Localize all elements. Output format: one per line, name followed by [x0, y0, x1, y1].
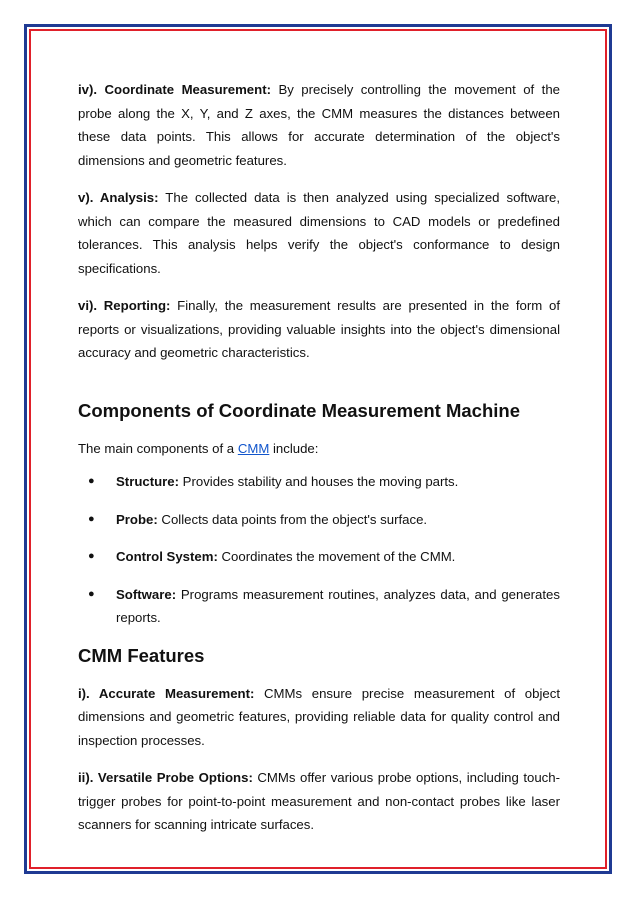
bullet-icon: ●	[88, 550, 95, 562]
step-analysis	[78, 186, 560, 280]
feature-text: CMMs offer various probe options, including touch-trigger probes for point-to-point measurement and non-contact probes like laser scanners for scanning intricate surfaces.	[78, 770, 560, 832]
step-label: iv). Coordinate Measurement:	[78, 82, 271, 97]
item-label: Control System:	[116, 549, 218, 564]
item-text: Collects data points from the object's surface.	[157, 511, 428, 527]
components-list	[78, 470, 560, 630]
intro-text-after: include:	[269, 440, 319, 456]
step-coordinate-measurement	[78, 78, 560, 172]
components-heading: Components of Coordinate Measurement Machine	[78, 399, 520, 421]
features-heading: CMM Features	[78, 644, 205, 666]
step-reporting	[78, 294, 560, 365]
intro-text-before: The main components of a	[78, 440, 238, 456]
item-text: Programs measurement routines, analyzes data, and generates reports.	[116, 586, 560, 625]
step-text: By precisely controlling the movement of the probe along the X, Y, and Z axes, the CMM measures the distances between these data points. This allows for accurate determination of the object's dimensions and geometric features.	[78, 82, 560, 168]
list-item	[78, 470, 560, 494]
item-text: Coordinates the movement of the CMM.	[217, 549, 456, 564]
feature-label: ii). Versatile Probe Options:	[78, 770, 253, 785]
item-label: Software:	[116, 586, 177, 602]
list-item	[78, 508, 560, 532]
item-text: Provides stability and houses the moving parts.	[179, 474, 459, 489]
document-body	[78, 78, 560, 851]
feature-accurate-measurement	[78, 682, 560, 753]
bullet-icon: ●	[88, 587, 95, 600]
bullet-icon: ●	[88, 475, 95, 487]
step-label: vi). Reporting:	[78, 298, 171, 313]
step-text: Finally, the measurement results are presented in the form of reports or visualizations, providing valuable insights into the object's dimensional accuracy and geometric characteristics.	[78, 298, 560, 360]
list-item	[78, 583, 560, 630]
feature-text: CMMs ensure precise measurement of object dimensions and geometric features, providing reliable data for quality control and inspection processes.	[78, 685, 560, 748]
bullet-icon: ●	[88, 512, 95, 525]
cmm-link[interactable]: CMM	[237, 440, 270, 456]
item-label: Structure:	[116, 474, 180, 489]
item-label: Probe:	[116, 511, 158, 527]
list-item	[78, 545, 560, 569]
components-intro	[78, 437, 560, 461]
step-label: v). Analysis:	[78, 190, 159, 205]
feature-label: i). Accurate Measurement:	[78, 685, 255, 701]
feature-versatile-probe-options	[78, 766, 560, 837]
step-text: The collected data is then analyzed using specialized software, which can compare the measured dimensions to CAD models or predefined tolerances. This analysis helps verify the object's conformance to design specifications.	[78, 190, 560, 276]
